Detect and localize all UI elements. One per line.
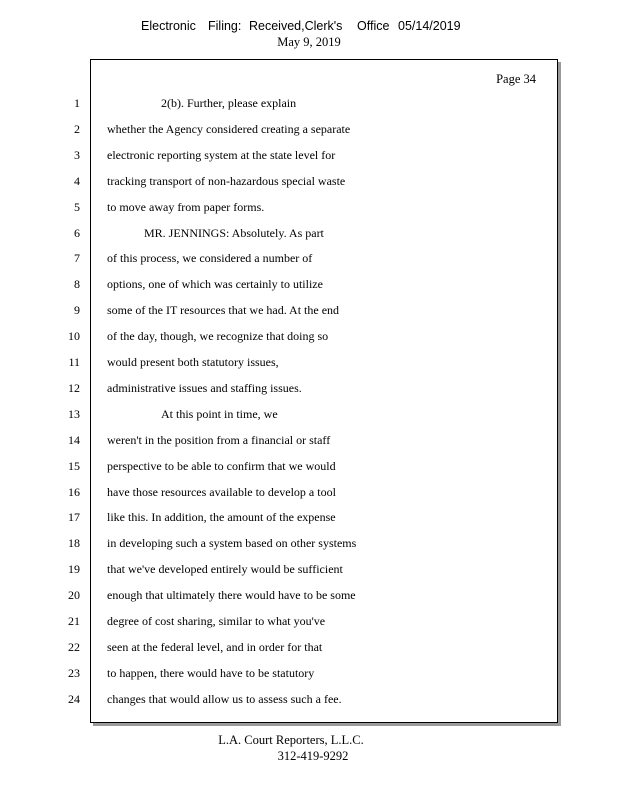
line-number: 7 [74,251,80,265]
line-number: 16 [68,485,80,499]
transcript-line: some of the IT resources that we had. At the end [107,303,340,317]
filing-stamp-word: Filing: [208,19,242,33]
page-number: Page 34 [496,72,536,86]
transcript-line: enough that ultimately there would have to be some [107,588,356,602]
filing-stamp-word: Received,Clerk's [249,19,343,33]
line-number: 9 [74,303,80,317]
line-number: 18 [68,536,80,550]
line-number: 22 [68,640,80,654]
line-number: 23 [68,666,80,680]
transcript-line: in developing such a system based on other systems [107,536,357,550]
transcript-line: degree of cost sharing, similar to what you've [107,614,326,628]
transcript-line: MR. JENNINGS: Absolutely. As part [144,226,324,240]
line-number: 13 [68,407,80,421]
line-number: 4 [74,174,80,188]
line-number: 1 [74,96,80,110]
transcript-line: like this. In addition, the amount of the expense [107,510,336,524]
filing-stamp-word: Electronic [141,19,196,33]
reporter-company: L.A. Court Reporters, L.L.C. [218,733,364,747]
transcript-line: electronic reporting system at the state level for [107,148,336,162]
transcript-line: At this point in time, we [161,407,278,421]
transcript-line: whether the Agency considered creating a separate [107,122,351,136]
line-number: 10 [68,329,80,343]
line-number: 12 [68,381,80,395]
transcript-line: seen at the federal level, and in order for that [107,640,323,654]
line-number: 6 [74,226,80,240]
transcript-line: to move away from paper forms. [107,200,265,214]
transcript-line: of the day, though, we recognize that doing so [107,329,329,343]
filing-stamp-date: 05/14/2019 [398,19,461,33]
line-number: 2 [74,122,80,136]
line-number: 5 [74,200,80,214]
line-number: 19 [68,562,80,576]
line-number: 8 [74,277,80,291]
line-number: 24 [68,692,80,706]
line-number: 20 [68,588,80,602]
transcript-line: changes that would allow us to assess such a fee. [107,692,342,706]
transcript-line: of this process, we considered a number of [107,251,313,265]
transcript-line: would present both statutory issues, [107,355,279,369]
transcript-line: tracking transport of non-hazardous special waste [107,174,346,188]
line-number: 21 [68,614,80,628]
reporter-phone: 312-419-9292 [277,749,349,763]
line-number: 14 [68,433,80,447]
deposition-date: May 9, 2019 [277,35,341,49]
line-number: 11 [68,355,80,369]
line-number: 15 [68,459,80,473]
transcript-line: 2(b). Further, please explain [161,96,297,110]
line-number: 3 [74,148,80,162]
transcript-line: perspective to be able to confirm that we would [107,459,336,473]
transcript-line: that we've developed entirely would be sufficient [107,562,343,576]
transcript-line: administrative issues and staffing issues. [107,381,302,395]
transcript-line: have those resources available to develop a tool [107,485,336,499]
transcript-line: weren't in the position from a financial or staff [107,433,331,447]
transcript-line: to happen, there would have to be statutory [107,666,315,680]
filing-stamp-word: Office [357,19,390,33]
line-number: 17 [68,510,80,524]
transcript-line: options, one of which was certainly to utilize [107,277,323,291]
